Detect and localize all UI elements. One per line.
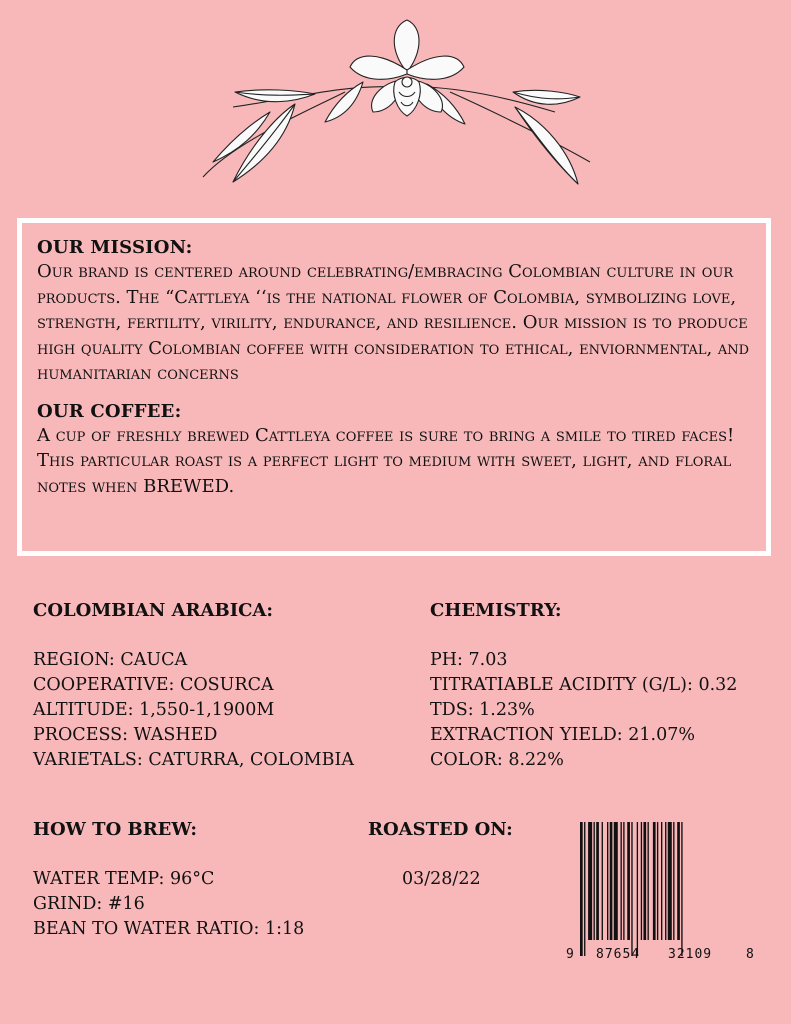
chemistry-tds: TDS: 1.23% [430, 700, 535, 720]
chemistry-ph: PH: 7.03 [430, 650, 508, 670]
mission-heading: OUR MISSION: [37, 237, 193, 258]
barcode-bar [621, 822, 622, 940]
barcode-bar [648, 822, 649, 940]
coffee-heading: OUR COFFEE: [37, 400, 182, 422]
barcode-bar [580, 822, 583, 956]
chemistry-color: COLOR: 8.22% [430, 750, 564, 770]
roasted-date: 03/28/22 [402, 869, 481, 889]
barcode-bar [623, 822, 624, 940]
barcode-bar [584, 822, 585, 956]
barcode-bar [637, 822, 638, 956]
barcode-bar [665, 822, 666, 940]
brew-section [33, 819, 304, 942]
barcode-bar [643, 822, 646, 940]
arabica-cooperative: COOPERATIVE: COSURCA [33, 675, 274, 695]
barcode-bar [602, 822, 603, 940]
arabica-process: PROCESS: WASHED [33, 725, 218, 745]
barcode-last-digit: 8 [746, 947, 754, 962]
brew-water-temp: WATER TEMP: 96°C [33, 869, 215, 889]
barcode-bar [610, 822, 613, 940]
barcode-bar [673, 822, 674, 940]
barcode-bar [668, 822, 672, 940]
barcode-bar [631, 822, 632, 956]
roasted-heading: ROASTED ON: [368, 819, 513, 840]
barcode-left-digits: 87654 [596, 947, 641, 962]
arabica-heading: COLOMBIAN ARABICA: [33, 600, 274, 621]
barcode-first-digit: 9 [566, 947, 574, 962]
orchid-flower-illustration [195, 12, 595, 192]
arabica-varietals: VARIETALS: CATURRA, COLOMBIA [33, 750, 355, 770]
brew-heading: HOW TO BREW: [33, 819, 198, 840]
barcode-bar [594, 822, 595, 940]
arabica-section [33, 600, 354, 773]
arabica-region: REGION: CAUCA [33, 650, 188, 670]
roasted-section [368, 819, 513, 841]
barcode-bar [607, 822, 608, 940]
chemistry-section [430, 600, 737, 773]
barcode-bar [588, 822, 592, 940]
barcode-bar [641, 822, 642, 940]
barcode-bar [627, 822, 630, 940]
barcode-bar [657, 822, 658, 940]
barcode-right-digits: 32109 [668, 947, 713, 962]
chemistry-heading: CHEMISTRY: [430, 600, 562, 621]
mission-text: Our brand is centered around celebrating/embracing Colombian culture in our products. The “Cattleya ‘‘is the national flower of Colombia, symbolizing love, strength, fertility, virility, endurance, and resilience. Our mission is to produce high quality Colombian coffee with consideration to ethical, enviornmental, and humanitarian concerns [37, 261, 750, 384]
barcode-bar [614, 822, 618, 940]
barcode [566, 822, 756, 964]
barcode-bar [661, 822, 662, 940]
barcode-bar [677, 822, 680, 940]
brew-grind: GRIND: #16 [33, 894, 145, 914]
arabica-altitude: ALTITUDE: 1,550-1,1900M [33, 700, 275, 720]
barcode-bar [653, 822, 656, 940]
mission-box [17, 218, 771, 556]
chemistry-extraction-yield: EXTRACTION YIELD: 21.07% [430, 725, 695, 745]
brew-ratio: BEAN TO WATER RATIO: 1:18 [33, 919, 305, 939]
barcode-bar [681, 822, 682, 956]
chemistry-acidity: TITRATIABLE ACIDITY (G/L): 0.32 [430, 675, 738, 695]
coffee-text: A cup of freshly brewed Cattleya coffee is sure to bring a smile to tired faces! This particular roast is a perfect light to medium with sweet, light, and floral notes when BREWED. [37, 424, 735, 497]
barcode-bar [596, 822, 599, 940]
